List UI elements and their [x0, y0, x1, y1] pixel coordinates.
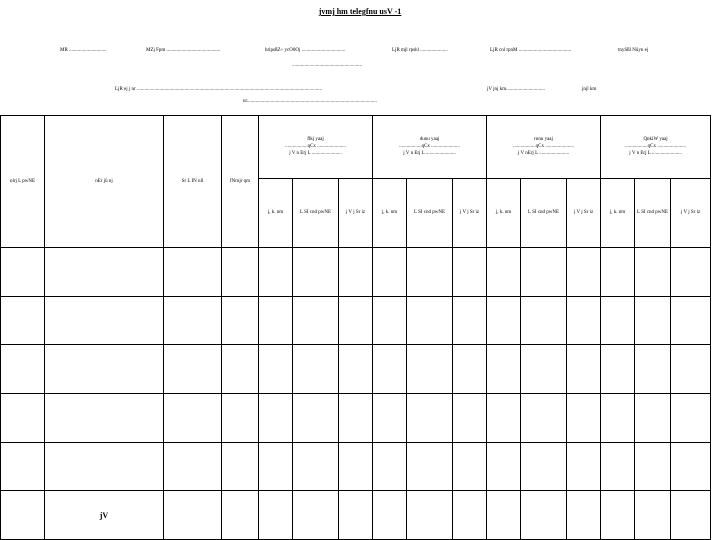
cell[interactable] — [164, 296, 222, 345]
cell[interactable] — [339, 247, 373, 296]
cell[interactable] — [635, 393, 671, 442]
cell[interactable] — [259, 393, 293, 442]
cell[interactable] — [407, 442, 453, 491]
total-row — [1, 491, 711, 540]
cell[interactable] — [259, 345, 293, 394]
cell[interactable] — [293, 296, 339, 345]
cell[interactable] — [567, 442, 601, 491]
group-line: j V n Erj L ........................ — [403, 151, 456, 157]
cell[interactable] — [164, 345, 222, 394]
cell[interactable] — [487, 393, 521, 442]
cell[interactable] — [567, 491, 601, 540]
cell[interactable] — [1, 491, 45, 540]
cell[interactable] — [635, 491, 671, 540]
cell[interactable] — [671, 296, 711, 345]
cell[interactable] — [671, 247, 711, 296]
cell[interactable] — [222, 247, 259, 296]
group-name: flkj yaaj — [307, 137, 324, 143]
cell[interactable] — [259, 491, 293, 540]
table-row — [1, 393, 711, 442]
col-head-2: nEr jü nj — [45, 116, 164, 248]
group-head — [601, 116, 711, 179]
cell[interactable] — [567, 345, 601, 394]
cell[interactable] — [671, 345, 711, 394]
col-head-1: nlrj L pwNE — [1, 116, 45, 248]
cell[interactable] — [1, 247, 45, 296]
cell[interactable] — [293, 491, 339, 540]
data-table — [0, 115, 711, 540]
cell[interactable] — [453, 247, 487, 296]
cell[interactable] — [164, 247, 222, 296]
cell[interactable] — [601, 247, 635, 296]
cell[interactable] — [339, 296, 373, 345]
cell[interactable] — [601, 345, 635, 394]
cell[interactable] — [293, 442, 339, 491]
meta-field: LjR mjl rpshl ...................... — [392, 48, 448, 53]
group-line: ..................qCx ....................... — [285, 144, 346, 150]
cell[interactable] — [521, 393, 567, 442]
cell[interactable] — [373, 442, 407, 491]
cell[interactable] — [407, 296, 453, 345]
cell[interactable] — [601, 393, 635, 442]
cell[interactable] — [487, 296, 521, 345]
cell[interactable] — [567, 247, 601, 296]
sub-head: j, k. nm — [259, 178, 293, 247]
meta-field: LjR ej j nr .................................................................................................................................................... — [115, 87, 322, 92]
sub-head: L SI cnd pwNE — [407, 178, 453, 247]
cell[interactable] — [164, 491, 222, 540]
cell[interactable] — [373, 491, 407, 540]
cell[interactable] — [293, 393, 339, 442]
cell[interactable] — [635, 345, 671, 394]
cell[interactable] — [339, 393, 373, 442]
meta-field: tnySßl Nüyn ej — [618, 48, 649, 53]
cell[interactable] — [45, 296, 164, 345]
cell[interactable] — [671, 442, 711, 491]
group-line: ..................qCx ....................... — [625, 144, 686, 150]
cell[interactable] — [521, 296, 567, 345]
sub-head: L SI cnd pwNE — [521, 178, 567, 247]
cell[interactable] — [567, 393, 601, 442]
cell[interactable] — [453, 393, 487, 442]
table-row — [1, 442, 711, 491]
cell[interactable] — [601, 491, 635, 540]
cell[interactable] — [293, 247, 339, 296]
cell[interactable] — [222, 491, 259, 540]
table-row — [1, 345, 711, 394]
cell[interactable] — [45, 442, 164, 491]
cell[interactable] — [222, 296, 259, 345]
cell[interactable] — [521, 345, 567, 394]
cell[interactable] — [407, 345, 453, 394]
cell[interactable] — [635, 296, 671, 345]
meta-field: MZj Fpm ........................................... — [146, 48, 221, 53]
group-line: ..................qCx ....................... — [513, 144, 574, 150]
group-line: ..................qCx ....................... — [399, 144, 460, 150]
group-head — [373, 116, 487, 179]
cell[interactable] — [259, 296, 293, 345]
sub-head: j, k. nm — [373, 178, 407, 247]
meta-field-continuation: nr........................................................................................................ — [243, 99, 377, 104]
cell[interactable] — [222, 442, 259, 491]
col-head-3: Sr L IN nll — [164, 116, 222, 248]
cell[interactable] — [407, 393, 453, 442]
sub-head: j V j Sr iz — [339, 178, 373, 247]
cell[interactable] — [222, 393, 259, 442]
cell[interactable] — [487, 491, 521, 540]
cell[interactable] — [373, 296, 407, 345]
cell[interactable] — [671, 491, 711, 540]
cell[interactable] — [521, 491, 567, 540]
cell[interactable] — [453, 296, 487, 345]
col-head-4: fNrnjr qm — [222, 116, 259, 248]
cell[interactable] — [339, 491, 373, 540]
cell[interactable] — [373, 247, 407, 296]
cell[interactable] — [45, 247, 164, 296]
cell[interactable] — [601, 296, 635, 345]
cell[interactable] — [222, 345, 259, 394]
cell[interactable] — [1, 393, 45, 442]
sub-head: j V j Sr iz — [671, 178, 711, 247]
total-label: jV — [45, 491, 164, 540]
cell[interactable] — [453, 491, 487, 540]
meta-field-continuation: ........................................................ — [292, 63, 362, 68]
cell[interactable] — [373, 393, 407, 442]
cell[interactable] — [453, 442, 487, 491]
cell[interactable] — [259, 442, 293, 491]
cell[interactable] — [407, 247, 453, 296]
group-head — [487, 116, 601, 179]
cell[interactable] — [164, 442, 222, 491]
cell[interactable] — [453, 345, 487, 394]
cell[interactable] — [635, 442, 671, 491]
table-row — [1, 247, 711, 296]
cell[interactable] — [407, 491, 453, 540]
sub-head: L SI cnd pwNE — [635, 178, 671, 247]
cell[interactable] — [1, 296, 45, 345]
sub-head: j V j Sr iz — [567, 178, 601, 247]
meta-field: jnjl km — [582, 87, 597, 92]
sub-head: j, k. nm — [487, 178, 521, 247]
cell[interactable] — [45, 345, 164, 394]
cell[interactable] — [1, 345, 45, 394]
meta-field: hripsßZ÷ ycO0Oj ................................... — [265, 48, 346, 53]
meta-field: jV jnj km............................... — [487, 87, 545, 92]
cell[interactable] — [635, 247, 671, 296]
form-title: jvmj hm telegfnu usV -1 — [318, 7, 402, 16]
group-head — [259, 116, 373, 179]
cell[interactable] — [487, 345, 521, 394]
cell[interactable] — [339, 345, 373, 394]
cell[interactable] — [487, 247, 521, 296]
cell[interactable] — [1, 442, 45, 491]
group-line: j V n Erj L ........................ — [289, 151, 342, 157]
meta-field: LjR cnl rpnM .......................................... — [490, 48, 572, 53]
cell[interactable] — [487, 442, 521, 491]
cell[interactable] — [521, 247, 567, 296]
sub-head: j, k. nm — [601, 178, 635, 247]
sub-head: L SI cnd pwNE — [293, 178, 339, 247]
cell[interactable] — [521, 442, 567, 491]
group-line: j V n Erj L ........................ — [629, 151, 682, 157]
cell[interactable] — [671, 393, 711, 442]
meta-field: MR .............................. — [60, 48, 107, 53]
group-name: dunu yaaj — [419, 137, 440, 143]
table-row — [1, 296, 711, 345]
cell[interactable] — [373, 345, 407, 394]
cell[interactable] — [164, 393, 222, 442]
sub-head: j V j Sr iz — [453, 178, 487, 247]
group-name: rnnu yaaj — [534, 137, 553, 143]
cell[interactable] — [567, 296, 601, 345]
group-line: j V nErj L ........................ — [517, 151, 570, 157]
cell[interactable] — [259, 247, 293, 296]
cell[interactable] — [339, 442, 373, 491]
cell[interactable] — [293, 345, 339, 394]
group-name: QnkiW yaaj — [643, 137, 668, 143]
cell[interactable] — [45, 393, 164, 442]
cell[interactable] — [601, 442, 635, 491]
